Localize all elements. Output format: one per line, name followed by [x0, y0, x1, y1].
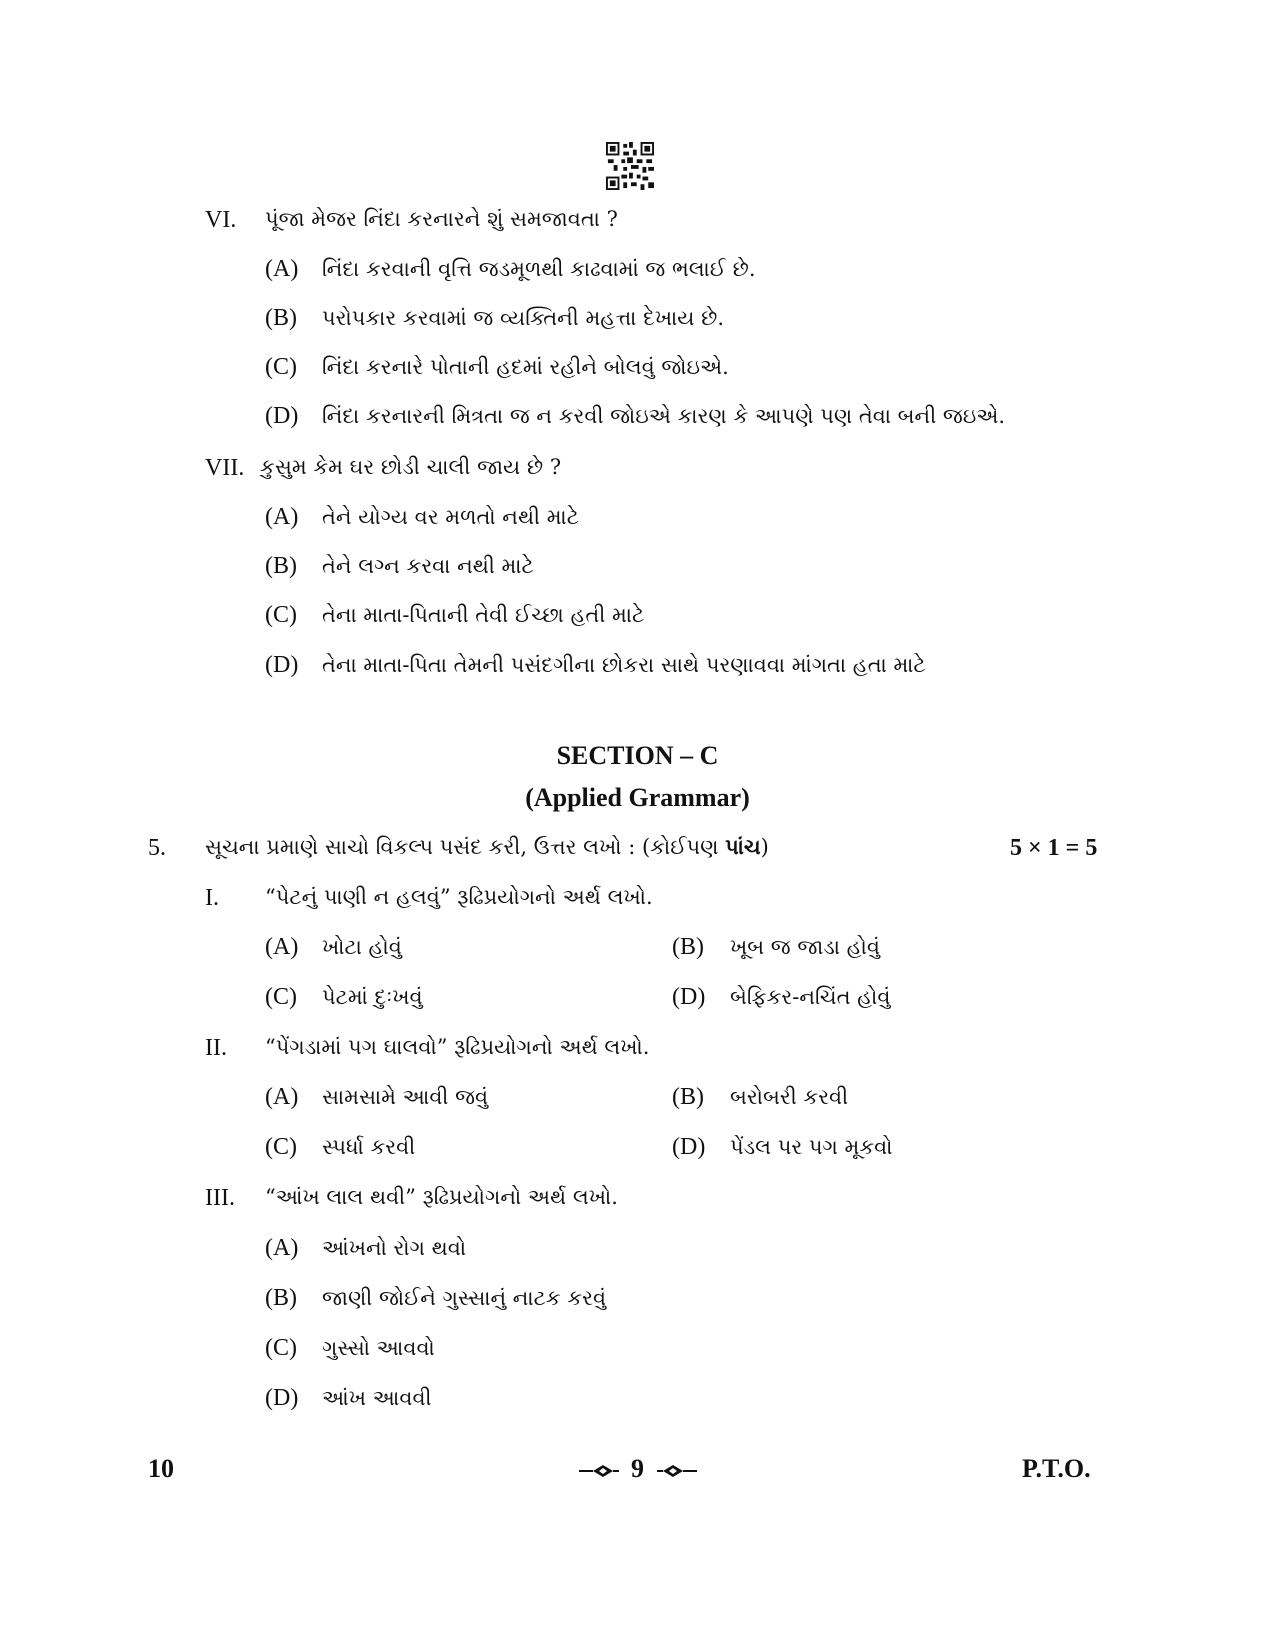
option-text: બરોબરી કરવી	[730, 1085, 849, 1109]
question-number: I.	[205, 885, 219, 911]
question-number: II.	[205, 1035, 227, 1061]
option-text: સામસામે આવી જવું	[322, 1085, 489, 1109]
section-subtitle: (Applied Grammar)	[525, 783, 750, 812]
option-label: (B)	[265, 1285, 297, 1311]
question-number: III.	[205, 1185, 235, 1211]
option-label: (D)	[265, 1385, 299, 1411]
question-text: “પેટનું પાણી ન હલવું” રૂઢિપ્રયોગનો અર્થ લખો.	[265, 885, 653, 909]
question-text: કુસુમ કેમ ઘર છોડી ચાલી જાય છે ?	[260, 455, 562, 479]
option-text: તેના માતા-પિતા તેમની પસંદગીના છોકરા સાથે પરણાવવા માંગતા હતા માટે	[322, 653, 926, 677]
option-label: (A)	[265, 1235, 299, 1261]
question-text: પૂંજા મેજર નિંદા કરનારને શું સમજાવતા ?	[265, 207, 618, 231]
option-label: (B)	[265, 553, 297, 579]
option-label: (B)	[672, 934, 704, 960]
footer-code: 10	[148, 1454, 174, 1483]
footer-pto: P.T.O.	[1022, 1454, 1091, 1483]
question-number: VI.	[205, 207, 237, 233]
qr-code-icon	[606, 142, 654, 190]
option-text: બેફિકર-નચિંત હોવું	[730, 985, 891, 1009]
section-title: SECTION – C	[556, 741, 719, 770]
option-text: આંખ આવવી	[322, 1386, 432, 1410]
diamond-ornament-icon	[579, 1463, 619, 1479]
option-text: જાણી જોઈને ગુસ્સાનું નાટક કરવું	[322, 1286, 607, 1310]
option-label: (D)	[672, 1134, 706, 1160]
diamond-ornament-icon	[657, 1463, 697, 1479]
option-text: નિંદા કરવાની વૃત્તિ જડમૂળથી કાઢવામાં જ ભલાઈ છે.	[322, 257, 756, 281]
option-text: ખૂબ જ જાડા હોવું	[730, 935, 880, 959]
option-text: પેંડલ પર પગ મૂકવો	[730, 1135, 893, 1159]
option-text: પરોપકાર કરવામાં જ વ્યક્તિની મહત્તા દેખાય છે.	[322, 306, 725, 330]
option-label: (D)	[672, 984, 706, 1010]
option-text: નિંદા કરનારે પોતાની હદમાં રહીને બોલવું જોઇએ.	[322, 355, 729, 379]
question-number: 5.	[148, 835, 166, 861]
option-text: તેના માતા-પિતાની તેવી ઈચ્છા હતી માટે	[322, 603, 645, 627]
question-text: “આંખ લાલ થવી” રૂઢિપ્રયોગનો અર્થ લખો.	[265, 1185, 618, 1209]
option-label: (A)	[265, 256, 299, 282]
option-label: (C)	[265, 602, 297, 628]
option-label: (A)	[265, 934, 299, 960]
option-label: (B)	[672, 1084, 704, 1110]
option-label: (A)	[265, 504, 299, 530]
page-number: 9	[631, 1454, 644, 1483]
option-label: (B)	[265, 305, 297, 331]
option-text: ગુસ્સો આવવો	[322, 1336, 435, 1360]
option-label: (D)	[265, 403, 299, 429]
option-text: પેટમાં દુઃખવું	[322, 985, 423, 1009]
option-text: તેને લગ્ન કરવા નથી માટે	[322, 554, 534, 578]
option-label: (C)	[265, 1134, 297, 1160]
question-number: VII.	[205, 455, 245, 481]
option-label: (C)	[265, 354, 297, 380]
option-text: ખોટા હોવું	[322, 935, 402, 959]
option-text: આંખનો રોગ થવો	[322, 1236, 467, 1260]
option-text: તેને યોગ્ય વર મળતો નથી માટે	[322, 505, 579, 529]
option-text: સ્પર્ધા કરવી	[322, 1135, 416, 1159]
question-text: “પેંગડામાં પગ ઘાલવો” રૂઢિપ્રયોગનો અર્થ લખો.	[265, 1035, 650, 1059]
instruction-text: સૂચના પ્રમાણે સાચો વિકલ્પ પસંદ કરી, ઉત્તર લખો : (કોઈપણ	[205, 835, 726, 859]
option-label: (A)	[265, 1084, 299, 1110]
question-instruction	[205, 832, 769, 862]
instruction-end: )	[760, 835, 769, 859]
option-text: નિંદા કરનારની મિત્રતા જ ન કરવી જોઇએ કારણ કે આપણે પણ તેવા બની જઇએ.	[322, 404, 1006, 428]
instruction-bold: પાંચ	[725, 834, 761, 859]
marks: 5 × 1 = 5	[1010, 835, 1098, 861]
option-label: (C)	[265, 1335, 297, 1361]
option-label: (D)	[265, 652, 299, 678]
option-label: (C)	[265, 984, 297, 1010]
